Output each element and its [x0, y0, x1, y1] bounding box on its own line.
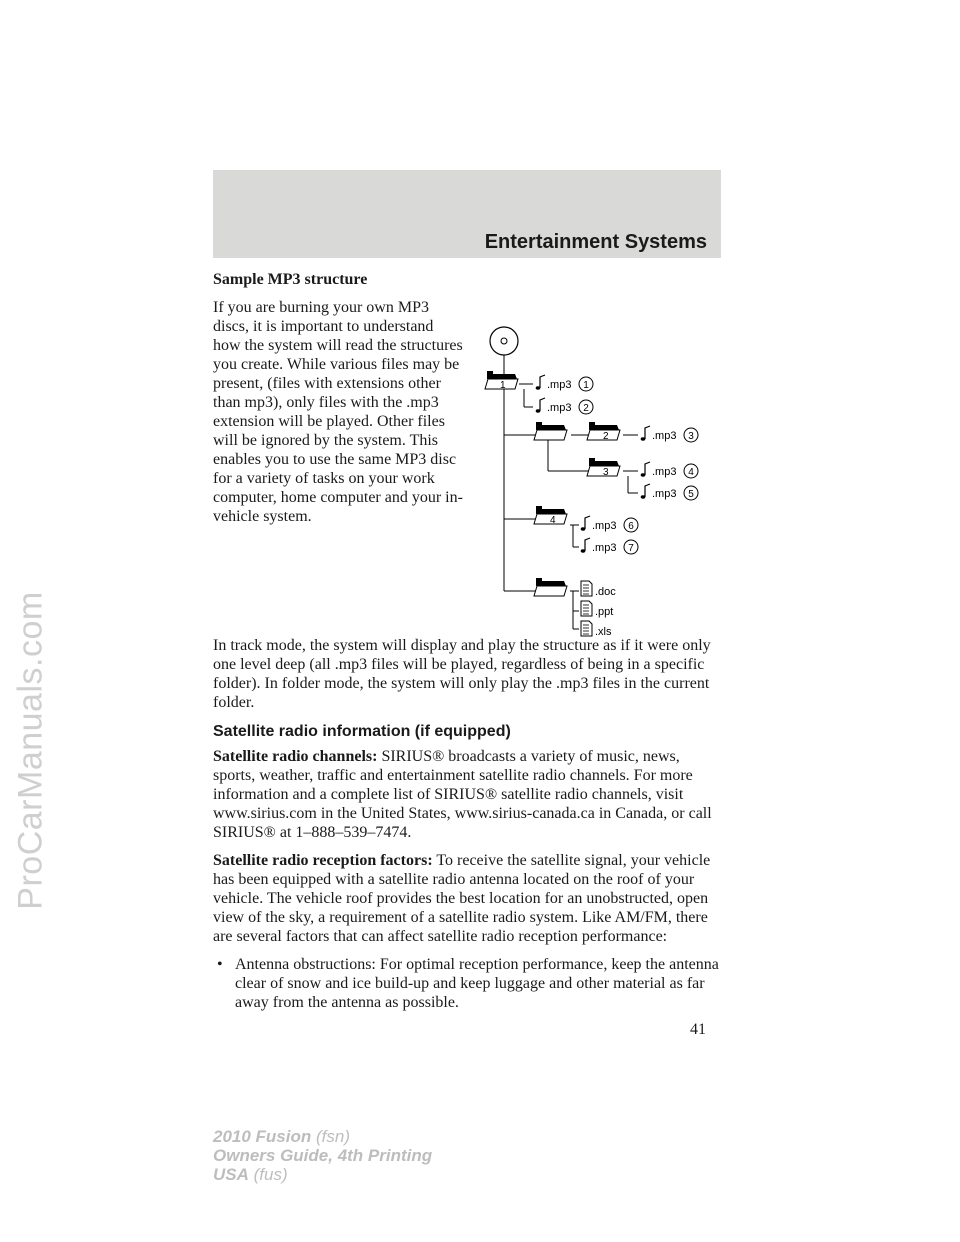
mp3-file-7 — [581, 538, 638, 554]
satellite-channels-lead: Satellite radio channels: — [213, 748, 378, 765]
mp3-structure-diagram — [481, 295, 721, 640]
document-icon — [581, 621, 592, 636]
svg-text:3: 3 — [688, 431, 694, 442]
svg-text:.mp3: .mp3 — [652, 430, 677, 442]
mp3-intro-paragraph: If you are burning your own MP3 discs, it is important to understand how the system will read the structures you create. While various files may be present, (files with extensions other than mp3), only files with the .mp3 extension will be played. Other files will be ignored by the system. This enables you to use the same MP3 disc for a variety of tasks on your work computer, home computer and your in-vehicle system. — [213, 299, 463, 525]
mp3-file-2 — [536, 398, 593, 414]
svg-text:4: 4 — [688, 467, 694, 478]
footer-line-1 — [213, 1127, 432, 1146]
mp3-subheading: Sample MP3 structure — [213, 271, 368, 288]
mp3-file-4 — [641, 462, 698, 478]
satellite-channels-text: SIRIUS® broadcasts a variety of music, news, sports, weather, traffic and entertainment satellite radio channels. For more information and a complete list of SIRIUS® satellite radio channels, visit www.sirius.com in the United States, www.sirius-canada.ca in Canada, or call SIRIUS® at 1–888–539–7474. — [213, 748, 712, 841]
svg-text:2: 2 — [583, 403, 589, 414]
svg-text:.mp3: .mp3 — [652, 488, 677, 500]
satellite-reception-lead: Satellite radio reception factors: — [213, 852, 433, 869]
folder-icon — [485, 371, 518, 391]
music-note-icon — [536, 375, 545, 390]
svg-text:1: 1 — [583, 380, 589, 391]
print-footer — [213, 1127, 432, 1184]
footer-line-3 — [213, 1165, 432, 1184]
svg-text:.xls: .xls — [595, 626, 612, 638]
tree-connectors — [504, 355, 638, 629]
music-note-icon — [641, 426, 650, 441]
footer-model-code: (fsn) — [316, 1127, 350, 1146]
bullet-item — [213, 955, 721, 1012]
watermark — [8, 300, 54, 1200]
footer-market-code: (fus) — [253, 1165, 288, 1184]
document-icon — [581, 601, 592, 616]
mp3-file-5 — [641, 484, 698, 500]
bullet-icon: • — [217, 956, 223, 973]
mp3-file-3 — [641, 426, 698, 442]
folder-icon — [587, 422, 620, 442]
folder-label: 1 — [500, 380, 506, 391]
svg-text:5: 5 — [688, 489, 694, 500]
folder-label: 2 — [603, 431, 609, 442]
watermark-text: ProCarManuals.com — [11, 590, 50, 910]
doc-file — [581, 581, 616, 598]
document-icon — [581, 581, 592, 596]
svg-text:.mp3: .mp3 — [547, 402, 572, 414]
folder-icon — [534, 422, 567, 440]
folder-icon — [587, 458, 620, 478]
folder-icon — [534, 578, 567, 596]
folder-label: 3 — [603, 467, 609, 478]
page-number: 41 — [690, 1021, 706, 1038]
mp3-file-6 — [581, 516, 638, 532]
bullet-text: Antenna obstructions: For optimal reception performance, keep the antenna clear of snow and ice build-up and keep luggage and other material as far away from the antenna as possible. — [235, 956, 719, 1011]
track-mode-paragraph: In track mode, the system will display and play the structure as if it were only one level deep (all .mp3 files will be played, regardless of being in a specific folder). In folder mode, the system will only play the .mp3 files in the current folder. — [213, 637, 711, 711]
ppt-file — [581, 601, 613, 618]
page-content — [213, 270, 721, 1012]
satellite-reception-paragraph — [213, 851, 721, 946]
svg-text:.mp3: .mp3 — [652, 466, 677, 478]
svg-text:.mp3: .mp3 — [592, 542, 617, 554]
svg-text:.ppt: .ppt — [595, 606, 614, 618]
music-note-icon — [581, 538, 590, 553]
svg-text:.mp3: .mp3 — [547, 379, 572, 391]
section-header-band — [213, 170, 721, 258]
satellite-heading: Satellite radio information (if equipped) — [213, 723, 511, 740]
music-note-icon — [641, 484, 650, 499]
footer-line-2: Owners Guide, 4th Printing — [213, 1146, 433, 1165]
folder-icon — [534, 506, 567, 526]
disc-icon — [490, 327, 518, 355]
satellite-channels-paragraph — [213, 747, 721, 842]
xls-file — [581, 621, 612, 638]
section-title: Entertainment Systems — [484, 231, 707, 253]
footer-market: USA — [213, 1165, 249, 1184]
satellite-reception-text: To receive the satellite signal, your vehicle has been equipped with a satellite radio antenna located on the roof of your vehicle. The vehicle roof provides the best location for an unobstructed, open view of the sky, a requirement of a satellite radio system. Like AM/FM, there are several factors that can affect satellite radio reception performance: — [213, 852, 711, 945]
footer-model: 2010 Fusion — [213, 1127, 312, 1146]
svg-text:6: 6 — [628, 521, 634, 532]
svg-text:.mp3: .mp3 — [592, 520, 617, 532]
music-note-icon — [641, 462, 650, 477]
svg-text:7: 7 — [628, 543, 634, 554]
folder-label: 4 — [550, 515, 556, 526]
svg-text:.doc: .doc — [595, 586, 616, 598]
music-note-icon — [581, 516, 590, 531]
music-note-icon — [536, 398, 545, 413]
mp3-intro-block — [213, 298, 721, 636]
mp3-file-1 — [536, 375, 593, 391]
